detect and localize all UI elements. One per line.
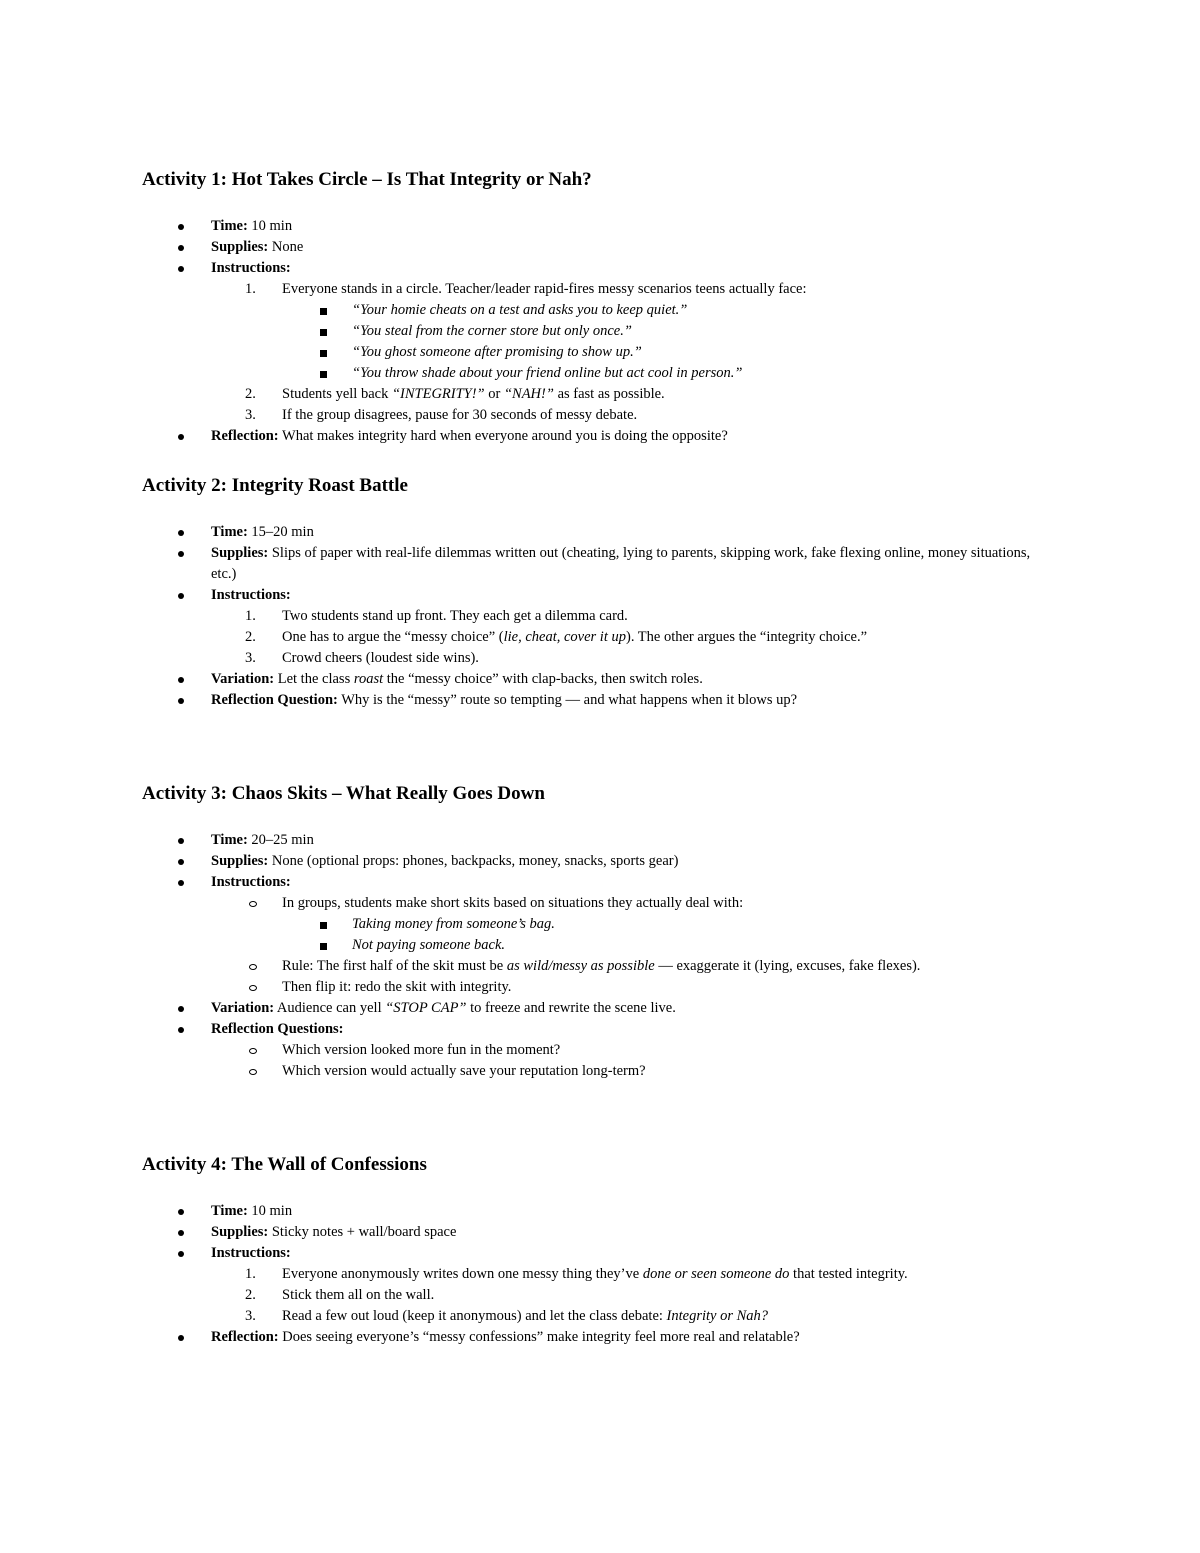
step-1: 1. Everyone stands in a circle. Teacher/leader rapid-fires messy scenarios teens actually face: [245, 281, 807, 297]
scenario-3: “You ghost someone after promising to show up.” [142, 342, 1062, 363]
bullet-icon [178, 1209, 184, 1215]
activity-1-title: Activity 1: Hot Takes Circle – Is That Integrity or Nah? [142, 169, 592, 190]
bullet-icon [178, 1251, 184, 1257]
instruction-3: Then flip it: redo the skit with integrity. [142, 977, 1062, 998]
instructions-item: Instructions: [142, 585, 1062, 606]
step-3: 3. If the group disagrees, pause for 30 seconds of messy debate. [245, 407, 638, 423]
time-item: Time: 15–20 min [142, 522, 1062, 543]
time-item: Time: 10 min [142, 1201, 1062, 1222]
bullet-icon [178, 434, 184, 440]
scenario-2: “You steal from the corner store but only once.” [142, 321, 1062, 342]
hollow-bullet-icon [249, 1048, 257, 1054]
supplies-item: Supplies: Sticky notes + wall/board space [142, 1222, 1062, 1243]
variation-item: Variation: Audience can yell “STOP CAP” to freeze and rewrite the scene live. [142, 998, 1062, 1019]
step-2: 2. One has to argue the “messy choice” (lie, cheat, cover it up). The other argues the “integrity choice.” [245, 629, 868, 645]
bullet-icon [178, 224, 184, 230]
activity-4 [142, 1153, 1062, 1348]
hollow-bullet-icon [249, 1069, 257, 1075]
instructions-item: Instructions: [142, 1243, 1062, 1264]
scenario-1: “Your homie cheats on a test and asks you to keep quiet.” [142, 300, 1062, 321]
activity-4-title: Activity 4: The Wall of Confessions [142, 1154, 427, 1175]
supplies-item: Supplies: None [142, 237, 1062, 258]
example-1: Taking money from someone’s bag. [142, 914, 1062, 935]
bullet-icon [178, 530, 184, 536]
variation-item: Variation: Let the class roast the “messy choice” with clap-backs, then switch roles. [142, 669, 1062, 690]
bullet-icon [178, 1230, 184, 1236]
bullet-icon [178, 859, 184, 865]
square-bullet-icon [320, 922, 327, 929]
step-3: 3. Read a few out loud (keep it anonymous) and let the class debate: Integrity or Nah? [245, 1308, 769, 1324]
step-2: 2. Stick them all on the wall. [245, 1287, 435, 1303]
reflection-item: Reflection Questions: [142, 1019, 1062, 1040]
supplies-item: Supplies: None (optional props: phones, backpacks, money, snacks, sports gear) [142, 851, 1062, 872]
reflection-question-1: Which version looked more fun in the moment? [142, 1040, 1062, 1061]
bullet-icon [178, 698, 184, 704]
bullet-icon [178, 1335, 184, 1341]
hollow-bullet-icon [249, 985, 257, 991]
bullet-icon [178, 551, 184, 557]
activity-3-title: Activity 3: Chaos Skits – What Really Goes Down [142, 783, 545, 804]
square-bullet-icon [320, 943, 327, 950]
step-2: 2. Students yell back “INTEGRITY!” or “NAH!” as fast as possible. [245, 386, 665, 402]
step-1: 1. Everyone anonymously writes down one messy thing they’ve done or seen someone do that tested integrity. [245, 1266, 908, 1282]
instruction-2: Rule: The first half of the skit must be as wild/messy as possible — exaggerate it (lying, excuses, fake flexes). [142, 956, 1062, 977]
step-1: 1. Two students stand up front. They each get a dilemma card. [245, 608, 628, 624]
reflection-item: Reflection: What makes integrity hard when everyone around you is doing the opposite? [142, 426, 1062, 447]
bullet-icon [178, 838, 184, 844]
supplies-item: Supplies: Slips of paper with real-life dilemmas written out (cheating, lying to parents, skipping work, fake flexing online, money situations, etc.) [142, 543, 1031, 585]
example-2: Not paying someone back. [142, 935, 1062, 956]
reflection-item: Reflection Question: Why is the “messy” route so tempting — and what happens when it blows up? [142, 690, 1062, 711]
instruction-1: In groups, students make short skits based on situations they actually deal with: [142, 893, 1062, 914]
activity-3 [142, 782, 1062, 1082]
activity-2-title: Activity 2: Integrity Roast Battle [142, 475, 408, 496]
square-bullet-icon [320, 350, 327, 357]
square-bullet-icon [320, 329, 327, 336]
square-bullet-icon [320, 371, 327, 378]
hollow-bullet-icon [249, 964, 257, 970]
time-item: Time: 10 min [142, 216, 1062, 237]
bullet-icon [178, 1006, 184, 1012]
square-bullet-icon [320, 308, 327, 315]
instructions-item: Instructions: [142, 258, 1062, 279]
bullet-icon [178, 1027, 184, 1033]
activity-2 [142, 474, 1062, 711]
step-3: 3. Crowd cheers (loudest side wins). [245, 650, 479, 666]
bullet-icon [178, 677, 184, 683]
scenario-4: “You throw shade about your friend online but act cool in person.” [142, 363, 1062, 384]
bullet-icon [178, 593, 184, 599]
instructions-item: Instructions: [142, 872, 1062, 893]
reflection-question-2: Which version would actually save your reputation long-term? [142, 1061, 1062, 1082]
activity-1 [142, 168, 1062, 447]
bullet-icon [178, 880, 184, 886]
bullet-icon [178, 245, 184, 251]
bullet-icon [178, 266, 184, 272]
reflection-item: Reflection: Does seeing everyone’s “messy confessions” make integrity feel more real and relatable? [142, 1327, 1062, 1348]
time-item: Time: 20–25 min [142, 830, 1062, 851]
hollow-bullet-icon [249, 901, 257, 907]
